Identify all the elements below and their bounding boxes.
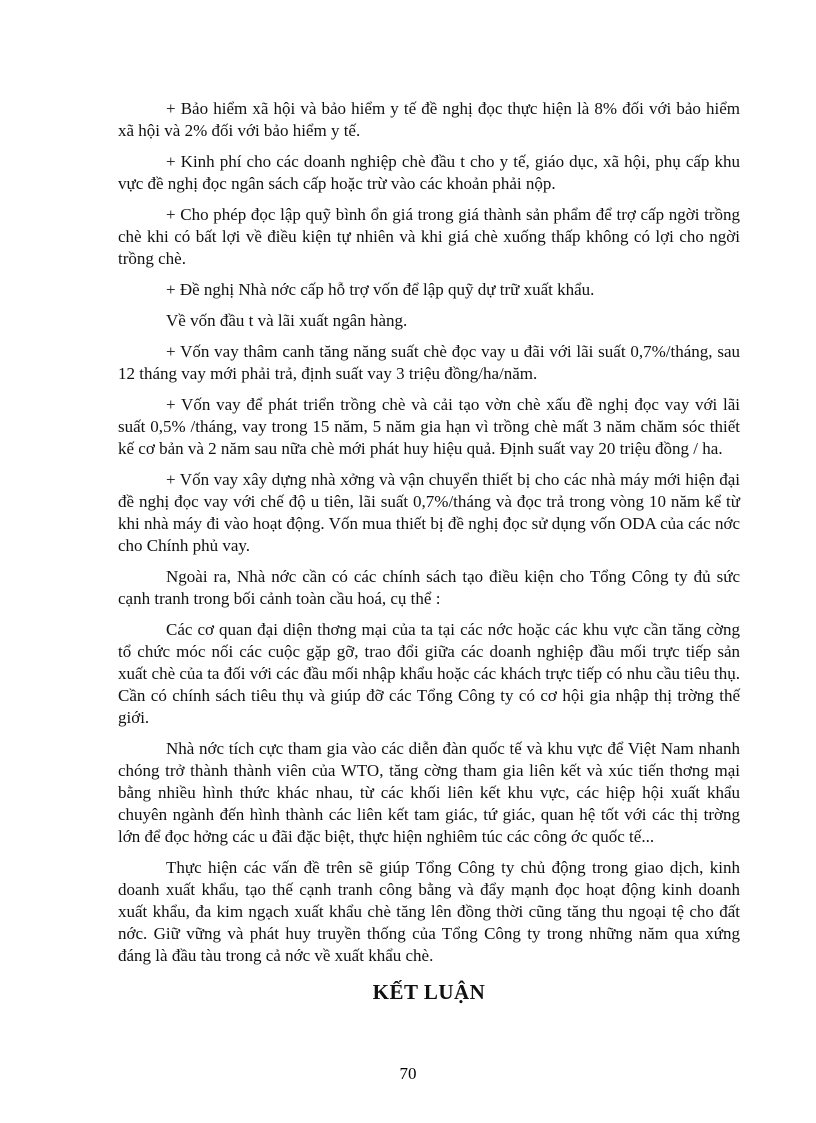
paragraph-international: Nhà nớc tích cực tham gia vào các diễn đàn quốc tế và khu vực để Việt Nam nhanh chóng trở thành thành viên của WTO, tăng cờng tham gia liên kết và xúc tiến thơng mại bằng nhiều hình thức khác nhau, từ các khối liên kết khu vực, các hiệp hội xuất khẩu chuyên ngành đến hình thành các liên kết tam giác, tứ giác, quan hệ tốt với các thị trờng lớn để đọc hởng các u đãi đặc biệt, thực hiện nghiêm túc các công ớc quốc tế...	[118, 739, 740, 846]
paragraph-funding: + Kinh phí cho các doanh nghiệp chè đầu t cho y tế, giáo dục, xã hội, phụ cấp khu vực đề nghị đọc ngân sách cấp hoặc trừ vào các khoản phải nộp.	[118, 152, 740, 193]
paragraph-competition: Ngoài ra, Nhà nớc cần có các chính sách tạo điều kiện cho Tổng Công ty đủ sức cạnh tranh trong bối cảnh toàn cầu hoá, cụ thể :	[118, 567, 740, 608]
paragraph-insurance: + Bảo hiểm xã hội và bảo hiểm y tế đề nghị đọc thực hiện là 8% đối với bảo hiểm xã hội và 2% đối với bảo hiểm y tế.	[118, 99, 740, 140]
paragraph-intensive-loan: + Vốn vay thâm canh tăng năng suất chè đọc vay u đãi với lãi suất 0,7%/tháng, sau 12 tháng vay mới phải trả, định suất vay 3 triệu đồng/ha/năm.	[118, 342, 740, 383]
paragraph-price-fund: + Cho phép đọc lập quỹ bình ổn giá trong giá thành sản phẩm để trợ cấp ngời trồng chè khi có bất lợi về điều kiện tự nhiên và khi giá chè xuống thấp không có lợi cho ngời trồng chè.	[118, 205, 740, 268]
paragraph-development-loan: + Vốn vay để phát triển trồng chè và cải tạo vờn chè xấu đề nghị đọc vay với lãi suất 0,5% /tháng, vay trong 15 năm, 5 năm gia hạn vì trồng chè mất 3 năm chăm sóc thiết kế cơ bản và 2 năm sau nữa chè mới phát huy hiệu quả. Định suất vay 20 triệu đồng / ha.	[118, 395, 740, 458]
paragraph-export-reserve: + Đề nghị Nhà nớc cấp hỗ trợ vốn để lập quỹ dự trữ xuất khẩu.	[166, 280, 595, 299]
paragraph-capital-heading: Về vốn đầu t và lãi xuất ngân hàng.	[166, 311, 408, 330]
section-heading: KẾT LUẬN	[372, 980, 486, 1004]
page-number: 70	[399, 1064, 417, 1083]
paragraph-trade-agencies: Các cơ quan đại diện thơng mại của ta tại các nớc hoặc các khu vực cần tăng cờng tổ chức móc nối các cuộc gặp gỡ, trao đổi giữa các doanh nghiệp đầu mối trực tiếp sản xuất chè của ta đối với các đầu mối nhập khẩu hoặc các khách trực tiếp có nhu cầu tiêu thụ. Cần có chính sách tiêu thụ và giúp đỡ các Tổng Công ty có cơ hội gia nhập thị trờng thế giới.	[118, 620, 740, 727]
paragraph-factory-loan: + Vốn vay xây dựng nhà xởng và vận chuyển thiết bị cho các nhà máy mới hiện đại đề nghị đọc vay với chế độ u tiên, lãi suất 0,7%/tháng và đọc trả trong vòng 10 năm kể từ khi nhà máy đi vào hoạt động. Vốn mua thiết bị đề nghị đọc sử dụng vốn ODA của các nớc cho Chính phủ vay.	[118, 470, 740, 555]
paragraph-summary: Thực hiện các vấn đề trên sẽ giúp Tổng Công ty chủ động trong giao dịch, kinh doanh xuất khẩu, tạo thế cạnh tranh công bằng và đẩy mạnh đọc hoạt động kinh doanh xuất khẩu, đa kim ngạch xuất khẩu chè tăng lên đồng thời cũng tăng thu ngoại tệ cho đất nớc. Giữ vững và phát huy truyền thống của Tổng Công ty trong những năm qua xứng đáng là đầu tàu trong cả nớc về xuất khẩu chè.	[118, 858, 740, 965]
